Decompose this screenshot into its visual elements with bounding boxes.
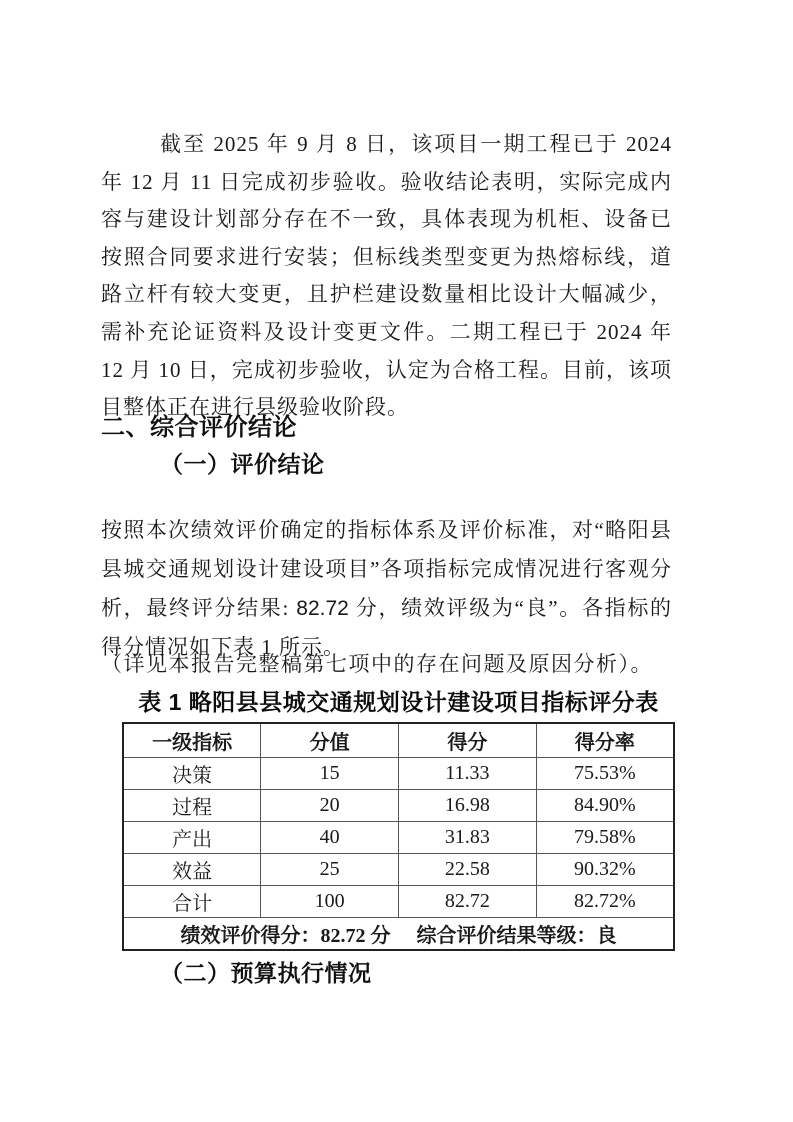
column-header-indicator: 一级指标 xyxy=(123,723,261,758)
paragraph-evaluation-conclusion xyxy=(101,511,672,667)
cell-indicator: 合计 xyxy=(123,886,261,918)
cell-score-rate: 79.58% xyxy=(536,822,674,854)
column-header-score: 得分 xyxy=(399,723,537,758)
cell-score: 22.58 xyxy=(399,854,537,886)
subsection-heading-budget-execution: （二）预算执行情况 xyxy=(160,961,372,986)
table-caption: 表 1 略阳县县城交通规划设计建设项目指标评分表 xyxy=(138,689,659,715)
cell-score-rate: 90.32% xyxy=(536,854,674,886)
cell-score: 82.72 xyxy=(399,886,537,918)
cell-score: 31.83 xyxy=(399,822,537,854)
column-header-score-rate: 得分率 xyxy=(536,723,674,758)
indicator-score-table xyxy=(122,722,675,951)
table-header-row xyxy=(123,723,674,758)
cell-score-rate: 75.53% xyxy=(536,758,674,790)
column-header-points: 分值 xyxy=(261,723,399,758)
table-row-total xyxy=(123,886,674,918)
table-row-benefit xyxy=(123,854,674,886)
cell-score-rate: 82.72% xyxy=(536,886,674,918)
table-row-process xyxy=(123,790,674,822)
cell-indicator: 过程 xyxy=(123,790,261,822)
note-reference-line: （详见本报告完整稿第七项中的存在问题及原因分析）。 xyxy=(101,652,653,676)
summary-result-grade: 综合评价结果等级：良 xyxy=(416,925,617,947)
cell-indicator: 决策 xyxy=(123,758,261,790)
summary-cell xyxy=(123,918,674,951)
evaluation-text-before-score: 按照本次绩效评价确定的指标体系及评价标准，对“略阳县县城交通规划设计建设项目”各项指标完成情况进行客观分析，最终评分结果: xyxy=(101,518,672,620)
subsection-heading-evaluation-conclusion: （一）评价结论 xyxy=(160,452,325,477)
table-summary-row xyxy=(123,918,674,951)
cell-indicator: 效益 xyxy=(123,854,261,886)
table-row-decision xyxy=(123,758,674,790)
cell-points: 40 xyxy=(261,822,399,854)
cell-points: 100 xyxy=(261,886,399,918)
final-score-value: 82.72 xyxy=(296,597,349,620)
cell-indicator: 产出 xyxy=(123,822,261,854)
evaluation-text-after-score: 分，绩效评级为“良”。各指标的得分情况如下表 1 所示。 xyxy=(101,596,673,659)
cell-points: 20 xyxy=(261,790,399,822)
cell-score: 16.98 xyxy=(399,790,537,822)
cell-score: 11.33 xyxy=(399,758,537,790)
cell-points: 25 xyxy=(261,854,399,886)
paragraph-acceptance-status: 截至 2025 年 9 月 8 日，该项目一期工程已于 2024 年 12 月 11 日完成初步验收。验收结论表明，实际完成内容与建设计划部分存在不一致，具体表现为机柜、设备已按照合同要求进行安装；但标线类型变更为热熔标线，道路立杆有较大变更，且护栏建设数量相比设计大幅减少，需补充论证资料及设计变更文件。二期工程已于 2024 年 12 月 10 日，完成初步验收，认定为合格工程。目前，该项目整体正在进行县级验收阶段。 xyxy=(101,132,672,420)
cell-points: 15 xyxy=(261,758,399,790)
section-heading-comprehensive-evaluation: 二、综合评价结论 xyxy=(101,414,297,441)
summary-performance-score: 绩效评价得分：82.72 分 xyxy=(180,925,391,947)
cell-score-rate: 84.90% xyxy=(536,790,674,822)
table-row-output xyxy=(123,822,674,854)
